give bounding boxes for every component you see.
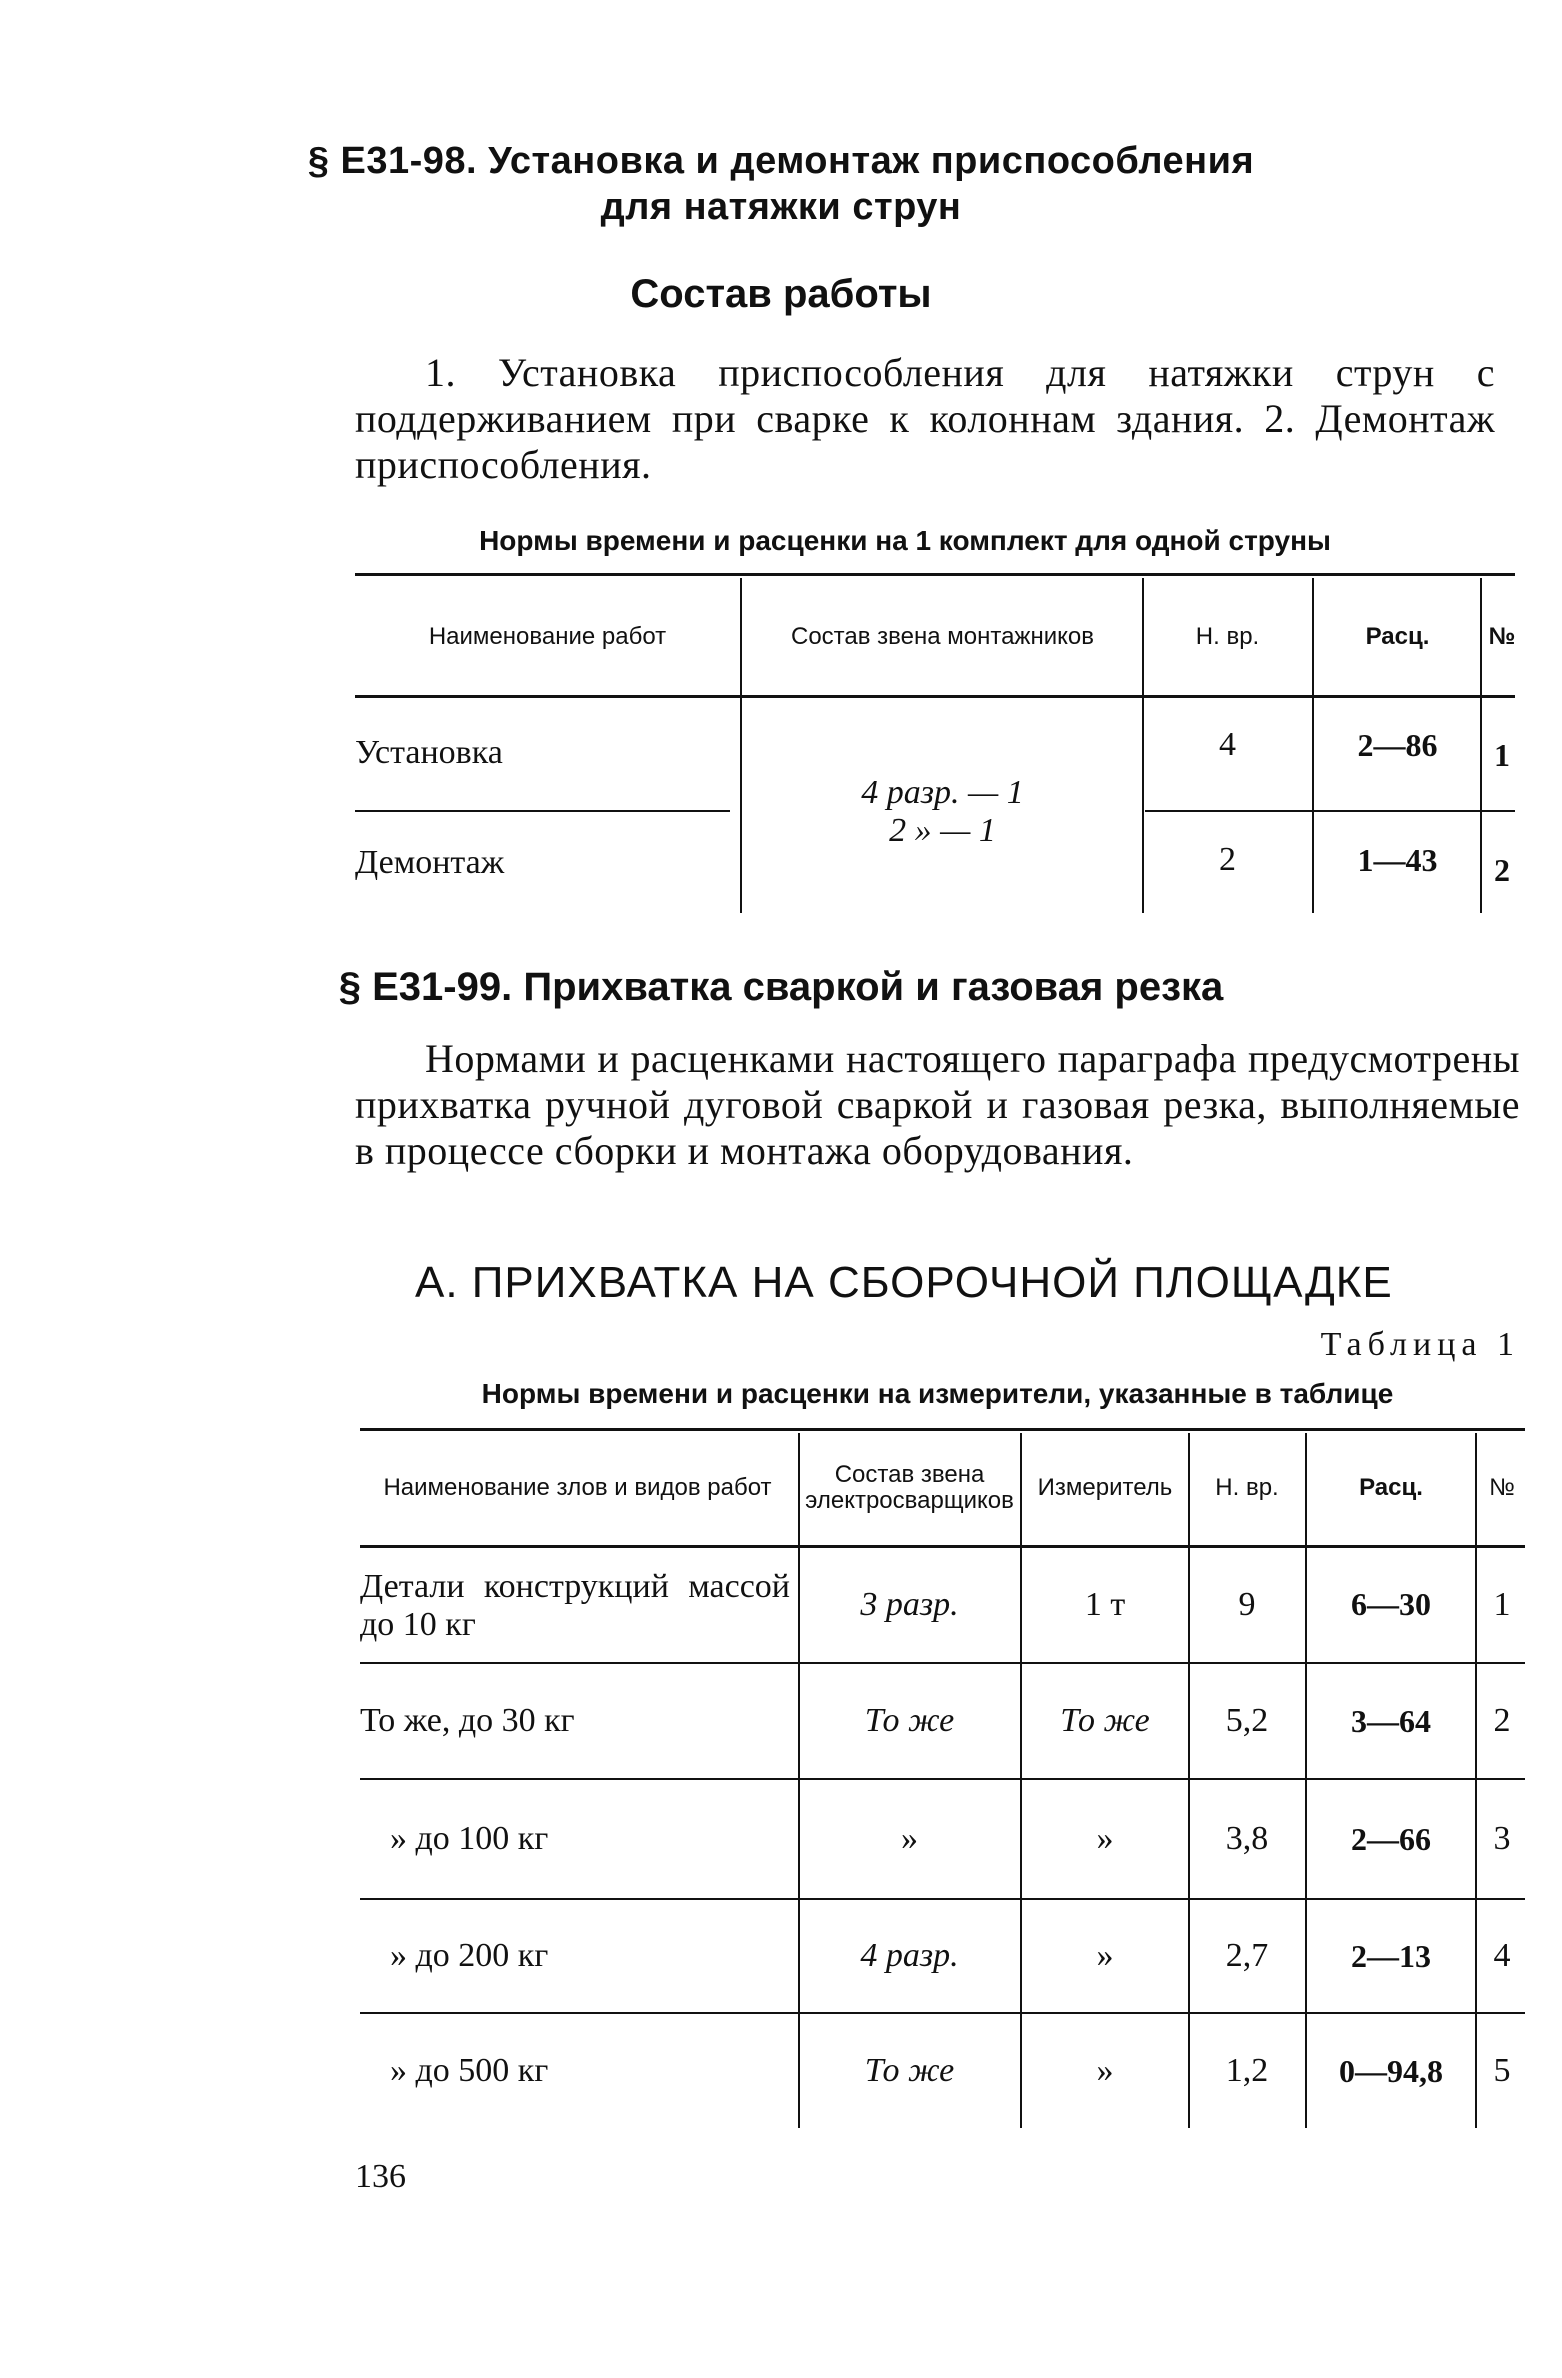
section-title-e31-98-line1: § Е31-98. Установка и демонтаж приспособления (307, 140, 1255, 182)
table2-row3-num: 3 (1493, 1820, 1511, 1857)
table2-row-divider-3 (360, 1898, 1525, 1900)
table2-vline-2 (1020, 1433, 1022, 2128)
composition-heading: Состав работы (630, 272, 932, 316)
table2-row3-crew: » (901, 1820, 918, 1857)
table2-header-num: № (1489, 1474, 1515, 1501)
table2-vline-1 (798, 1433, 800, 2128)
table2-row5-unit: » (1096, 2052, 1114, 2089)
table1-row2-time: 2 (1219, 841, 1236, 878)
table1-row1-num: 1 (1494, 736, 1510, 773)
table2-row5-name: » до 500 кг (390, 2052, 549, 2089)
table2-row5-crew: То же (864, 2052, 955, 2089)
page-number: 136 (355, 2158, 406, 2195)
table1-crew-line2: 2 » — 1 (889, 812, 996, 849)
table2-vline-5 (1475, 1433, 1477, 2128)
table1-header-name: Наименование работ (428, 622, 667, 650)
table2-row1-rate: 6—30 (1351, 1586, 1431, 1622)
table2-row3-time: 3,8 (1225, 1820, 1269, 1857)
table1-row1-name: Установка (355, 733, 503, 771)
table2-top-rule (360, 1428, 1525, 1431)
table2-row3-unit: » (1096, 1820, 1114, 1857)
table2-row2-num: 2 (1493, 1702, 1511, 1739)
section-title-e31-98-line2: для натяжки струн (600, 186, 962, 228)
table2-row1-unit: 1 т (1084, 1585, 1126, 1623)
table1-row2-name: Демонтаж (355, 843, 505, 881)
table2-row1-time: 9 (1238, 1585, 1256, 1623)
table1-vline-2 (1142, 578, 1144, 913)
table2-header-unit: Измеритель (1037, 1474, 1173, 1501)
table2-row1-name: Детали конструкций массой до 10 кг (360, 1568, 790, 1643)
table2-row-divider-1 (360, 1662, 1525, 1664)
table2-row2-crew: То же (864, 1702, 955, 1739)
table1-vline-3 (1312, 578, 1314, 913)
table2-vline-4 (1305, 1433, 1307, 2128)
table2-row5-rate: 0—94,8 (1339, 2052, 1443, 2089)
table1-row-divider-right (1145, 810, 1515, 812)
table2-header-crew: Состав звена электросварщиков (805, 1461, 1014, 1514)
table1-header-time: Н. вр. (1195, 622, 1260, 650)
section-title-e31-99: § Е31-99. Прихватка сваркой и газовая резка (338, 965, 1224, 1009)
table2-row4-name: » до 200 кг (390, 1937, 549, 1974)
table2-row2-time: 5,2 (1225, 1702, 1269, 1739)
table2-row3-rate: 2—66 (1351, 1820, 1431, 1857)
table1-row-divider-left (355, 810, 730, 812)
table1-header-crew: Состав звена монтажников (790, 622, 1095, 650)
table2-caption: Нормы времени и расценки на измерители, указанные в таблице (481, 1378, 1394, 1409)
section-e31-99-text: Нормами и расценками настоящего параграфа предусмотрены прихватка ручной дуговой сваркой и газовая резка, выполняемые в процессе сборки и монтажа оборудования. (355, 1036, 1520, 1173)
table2-header-name: Наименование злов и видов работ (383, 1474, 772, 1501)
table2-row1-crew: 3 разр. (860, 1585, 959, 1623)
table2-row-divider-4 (360, 2012, 1525, 2014)
table2-row4-num: 4 (1493, 1937, 1511, 1974)
table2-header-bottom-rule (360, 1545, 1525, 1548)
table2-row4-time: 2,7 (1225, 1937, 1269, 1974)
table1-vline-1 (740, 578, 742, 913)
table2-label: Таблица 1 (1320, 1326, 1520, 1363)
composition-text: 1. Установка приспособления для натяжки струн с поддерживанием при сварке к колоннам здания. 2. Демонтаж приспособления. (355, 350, 1495, 487)
table2-row5-time: 1,2 (1225, 2052, 1269, 2089)
table1-row1-rate: 2—86 (1357, 726, 1438, 763)
table2-row5-num: 5 (1493, 2052, 1511, 2089)
table1-caption: Нормы времени и расценки на 1 комплект для одной струны (479, 525, 1331, 556)
table1-header-bottom-rule (355, 695, 1515, 698)
table1-row2-rate: 1—43 (1357, 841, 1438, 878)
table2-row2-unit: То же (1060, 1702, 1150, 1739)
table1-row1-time: 4 (1219, 726, 1236, 763)
table2-header-time: Н. вр. (1215, 1474, 1279, 1501)
section-a-title: А. ПРИХВАТКА НА СБОРОЧНОЙ ПЛОЩАДКЕ (415, 1258, 1393, 1307)
table2-header-rate: Расц. (1359, 1474, 1423, 1501)
table1-crew-line1: 4 разр. — 1 (861, 774, 1024, 811)
table1-top-rule (355, 573, 1515, 576)
table2-row2-name: То же, до 30 кг (360, 1702, 575, 1739)
table1-header-rate: Расц. (1365, 622, 1430, 650)
table2-row-divider-2 (360, 1778, 1525, 1780)
table2-row2-rate: 3—64 (1351, 1702, 1431, 1739)
table2-vline-3 (1188, 1433, 1190, 2128)
table2-row4-rate: 2—13 (1351, 1937, 1431, 1974)
table1-header-num: № (1488, 622, 1516, 650)
table2-row4-unit: » (1096, 1937, 1114, 1974)
table2-row4-crew: 4 разр. (860, 1937, 959, 1974)
table1-row2-num: 2 (1494, 851, 1510, 888)
table2-row1-num: 1 (1493, 1585, 1511, 1623)
table2-row3-name: » до 100 кг (390, 1820, 549, 1857)
